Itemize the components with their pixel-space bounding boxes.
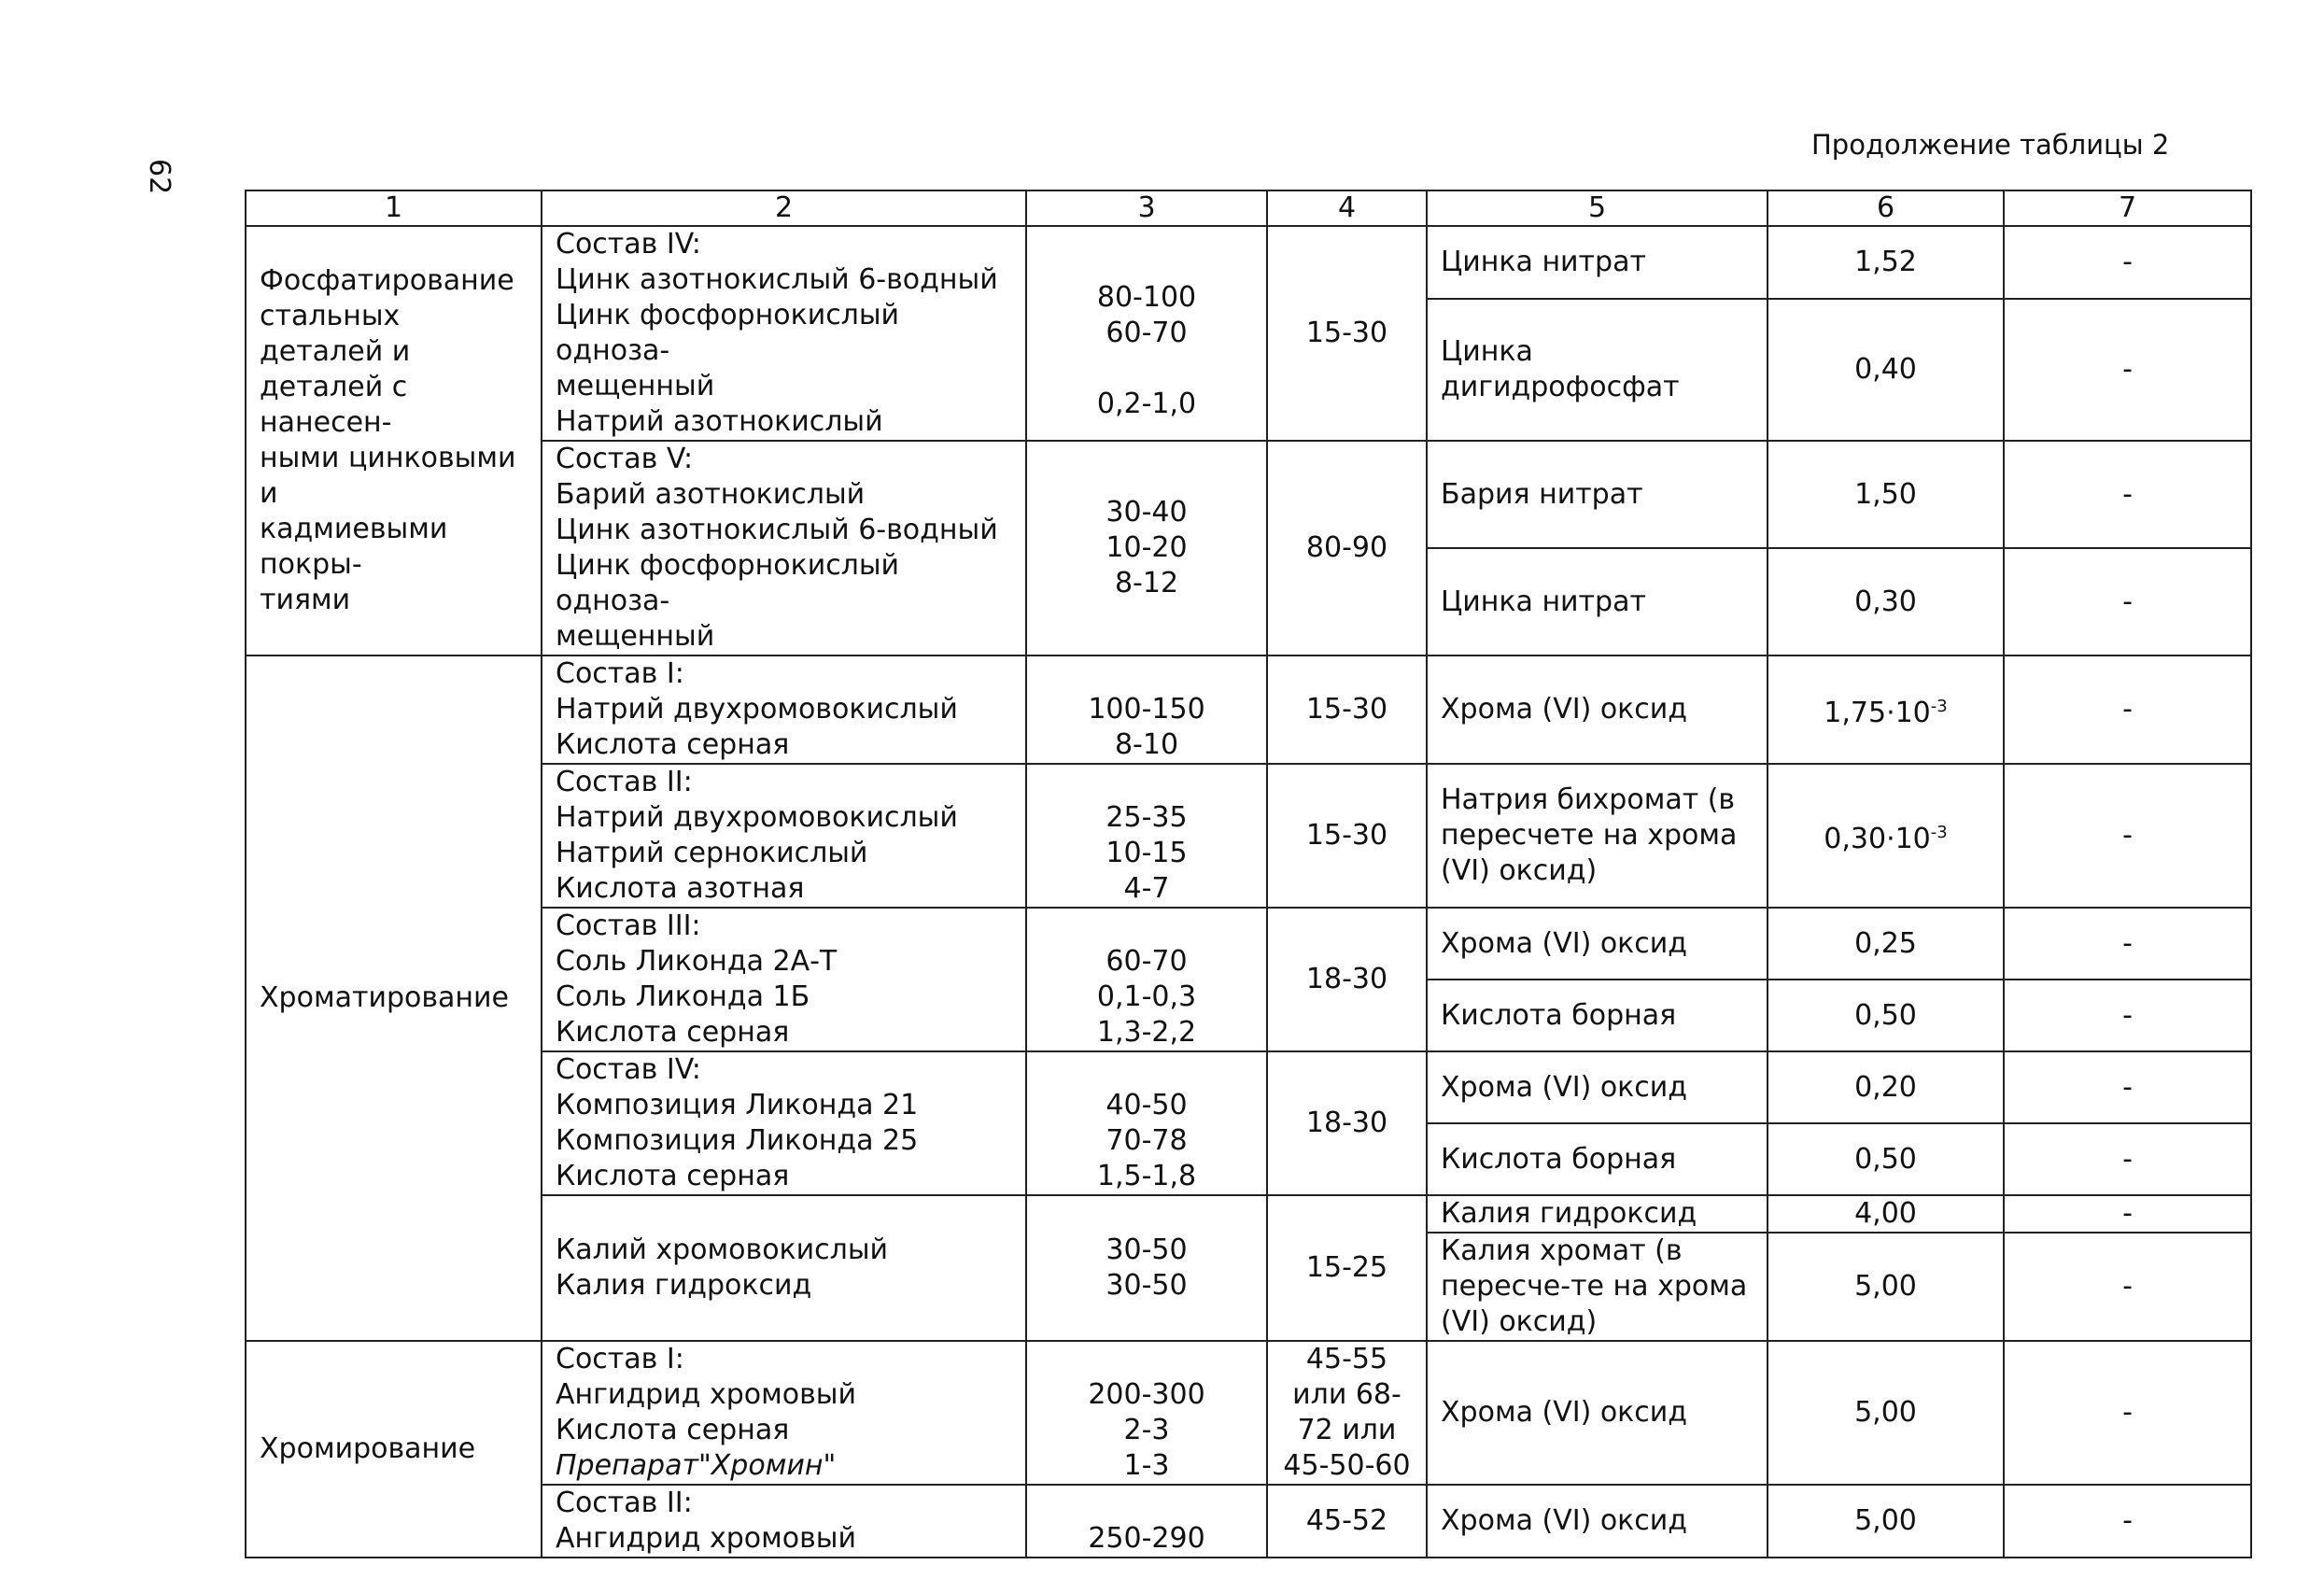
composition-line: Натрий азотнокислый — [556, 405, 883, 438]
concentration-line: 25-35 — [1106, 801, 1188, 834]
composition-line: Кислота серная — [556, 1160, 790, 1192]
process-lines — [260, 980, 528, 1016]
substance-cell: Хрома (VI) оксид — [1427, 908, 1768, 980]
process-lines — [260, 263, 528, 618]
note-cell: - — [2004, 656, 2251, 764]
note-cell: - — [2004, 226, 2251, 299]
composition-cell — [542, 908, 1026, 1051]
composition-line: Состав IV: — [556, 1053, 701, 1086]
note-cell: - — [2004, 299, 2251, 441]
substance-cell: Хрома (VI) оксид — [1427, 1341, 1768, 1485]
process-line: ными цинковыми и — [260, 442, 516, 510]
composition-line: Композиция Ликонда 21 — [556, 1089, 919, 1121]
concentration-line: 0,2-1,0 — [1096, 388, 1197, 420]
process-line: Фосфатирование — [260, 264, 514, 297]
concentration-line: 70-78 — [1106, 1124, 1188, 1157]
substance-cell: Кислота борная — [1427, 980, 1768, 1051]
concentration-lines — [1040, 1052, 1253, 1194]
data-table — [245, 190, 2252, 1558]
composition-cell — [542, 226, 1026, 441]
concentration-cell — [1026, 226, 1267, 441]
substance-cell: Кислота борная — [1427, 1123, 1768, 1195]
concentration-cell — [1026, 908, 1267, 1051]
concentration-line: 10-15 — [1106, 837, 1188, 869]
composition-line: Состав III: — [556, 909, 701, 942]
temperature-cell: 15-30 — [1267, 226, 1427, 441]
substance-cell: Натрия бихромат (в пересчете на хрома (VI) оксид) — [1427, 764, 1768, 908]
note-cell: - — [2004, 441, 2251, 548]
composition-line: Состав I: — [556, 1343, 684, 1375]
concentration-line — [1040, 351, 1253, 387]
table-row — [246, 764, 2251, 908]
composition-line: Натрий двухромовокислый — [556, 801, 958, 834]
concentration-lines — [1040, 459, 1253, 637]
header-cell: 5 — [1427, 190, 1768, 226]
concentration-lines — [1040, 1342, 1253, 1484]
composition-line: Барий азотнокислый — [556, 478, 866, 511]
temperature-cell: 18-30 — [1267, 908, 1427, 1051]
composition-line: Цинк азотнокислый 6-водный — [556, 514, 998, 546]
value-cell: 0,25 — [1768, 908, 2004, 980]
composition-line: Состав II: — [556, 766, 693, 798]
concentration-line: 8-10 — [1114, 728, 1179, 761]
note-cell: - — [2004, 980, 2251, 1051]
header-cell: 7 — [2004, 190, 2251, 226]
composition-lines — [556, 1342, 1012, 1484]
concentration-lines — [1040, 1486, 1253, 1557]
concentration-line — [1040, 1486, 1253, 1521]
concentration-line: 30-50 — [1106, 1269, 1188, 1302]
note-cell: - — [2004, 1233, 2251, 1341]
composition-cell — [542, 656, 1026, 764]
value-cell: $0,30\cdot 10^{-3}$ — [1768, 764, 2004, 908]
table-row — [246, 226, 2251, 299]
composition-line: Ангидрид хромовый — [556, 1522, 856, 1555]
value-cell: 5,00 — [1768, 1341, 2004, 1485]
composition-line: Ангидрид хромовый — [556, 1378, 856, 1411]
concentration-line: 1,5-1,8 — [1096, 1160, 1197, 1192]
process-line: стальных деталей и — [260, 300, 411, 368]
note-cell: - — [2004, 548, 2251, 656]
table-row — [246, 1341, 2251, 1485]
substance-cell: Хрома (VI) оксид — [1427, 656, 1768, 764]
composition-line: мещенный — [556, 370, 715, 402]
value-cell: 5,00 — [1768, 1485, 2004, 1558]
concentration-line — [1040, 765, 1253, 800]
process-line: Хромирование — [260, 1432, 476, 1465]
concentration-line — [1040, 1342, 1253, 1377]
substance-cell: Бария нитрат — [1427, 441, 1768, 548]
concentration-lines — [1040, 909, 1253, 1050]
concentration-line: 250-290 — [1088, 1522, 1205, 1555]
process-cell — [246, 656, 542, 1341]
value-cell: 1,50 — [1768, 441, 2004, 548]
process-line: деталей с нанесен- — [260, 371, 408, 439]
concentration-line — [1040, 1052, 1253, 1088]
process-line: тиями — [260, 584, 351, 616]
concentration-cell — [1026, 1195, 1267, 1341]
concentration-line — [1040, 459, 1253, 495]
note-cell: - — [2004, 1051, 2251, 1123]
composition-lines — [556, 909, 1012, 1050]
temperature-cell: 18-30 — [1267, 1051, 1427, 1195]
composition-line: Натрий двухромовокислый — [556, 693, 958, 726]
concentration-line: 8-12 — [1114, 567, 1179, 599]
value-cell: 0,50 — [1768, 1123, 2004, 1195]
composition-cell — [542, 1485, 1026, 1558]
header-cell: 6 — [1768, 190, 2004, 226]
substance-cell: Цинка нитрат — [1427, 548, 1768, 656]
concentration-lines — [1040, 765, 1253, 907]
note-cell: - — [2004, 908, 2251, 980]
composition-line: Соль Ликонда 2А-Т — [556, 945, 838, 978]
composition-line: Кислота азотная — [556, 872, 805, 905]
process-lines — [260, 1431, 528, 1467]
composition-line: Калия гидроксид — [556, 1269, 812, 1302]
concentration-cell — [1026, 441, 1267, 656]
value-cell: 0,30 — [1768, 548, 2004, 656]
composition-cell — [542, 441, 1026, 656]
temperature-cell: 45-52 — [1267, 1485, 1427, 1558]
concentration-line: 30-50 — [1106, 1234, 1188, 1266]
composition-line: Калий хромовокислый — [556, 1234, 889, 1266]
composition-line: Состав IV: — [556, 228, 701, 261]
note-cell: - — [2004, 1123, 2251, 1195]
concentration-line — [1040, 656, 1253, 692]
concentration-cell — [1026, 1485, 1267, 1558]
concentration-line: 1-3 — [1123, 1449, 1170, 1482]
composition-cell — [542, 1051, 1026, 1195]
substance-cell: Калия гидроксид — [1427, 1195, 1768, 1233]
composition-line: Натрий сернокислый — [556, 837, 868, 869]
process-cell — [246, 226, 542, 656]
substance-cell: Цинка нитрат — [1427, 226, 1768, 299]
concentration-line: 60-70 — [1106, 317, 1188, 349]
table-row — [246, 656, 2251, 764]
value-cell: 0,20 — [1768, 1051, 2004, 1123]
composition-line: Кислота серная — [556, 1414, 790, 1446]
value-cell: 1,52 — [1768, 226, 2004, 299]
composition-line: Соль Ликонда 1Б — [556, 980, 810, 1013]
concentration-lines — [1040, 656, 1253, 763]
value-cell: 0,40 — [1768, 299, 2004, 441]
note-cell: - — [2004, 1195, 2251, 1233]
composition-line: Состав V: — [556, 443, 694, 475]
concentration-line: 200-300 — [1088, 1378, 1205, 1411]
value-cell: 5,00 — [1768, 1233, 2004, 1341]
composition-line: Цинк фосфорнокислый одноза- — [556, 549, 900, 617]
composition-lines — [556, 1233, 1012, 1304]
composition-line: Состав II: — [556, 1487, 693, 1519]
process-line: кадмиевыми покры- — [260, 513, 448, 581]
composition-lines — [556, 765, 1012, 907]
note-cell: - — [2004, 1485, 2251, 1558]
substance-cell: Цинка дигидрофосфат — [1427, 299, 1768, 441]
process-line: Хроматирование — [260, 981, 509, 1014]
composition-line: Композиция Ликонда 25 — [556, 1124, 919, 1157]
header-cell: 2 — [542, 190, 1026, 226]
value-cell: 4,00 — [1768, 1195, 2004, 1233]
substance-cell: Хрома (VI) оксид — [1427, 1485, 1768, 1558]
page-number: 62 — [143, 159, 176, 195]
composition-lines — [556, 227, 1012, 440]
concentration-line: 30-40 — [1106, 496, 1188, 529]
composition-lines — [556, 442, 1012, 655]
temperature-cell: 15-30 — [1267, 656, 1427, 764]
note-cell: - — [2004, 1341, 2251, 1485]
concentration-line: 40-50 — [1106, 1089, 1188, 1121]
composition-line: Цинк фосфорнокислый одноза- — [556, 299, 900, 367]
value-cell: $1,75\cdot 10^{-3}$ — [1768, 656, 2004, 764]
concentration-cell — [1026, 1051, 1267, 1195]
concentration-line — [1040, 601, 1253, 637]
table-row — [246, 908, 2251, 980]
table-row — [246, 1051, 2251, 1123]
concentration-lines — [1040, 1233, 1253, 1304]
concentration-cell — [1026, 656, 1267, 764]
concentration-line: 1,3-2,2 — [1096, 1016, 1197, 1049]
table-row — [246, 441, 2251, 548]
concentration-line: 2-3 — [1123, 1414, 1170, 1446]
composition-cell — [542, 1341, 1026, 1485]
value-exponent: -3 — [1930, 696, 1948, 716]
concentration-line — [1040, 909, 1253, 944]
composition-line: Кислота серная — [556, 1016, 790, 1049]
composition-line: Цинк азотнокислый 6-водный — [556, 263, 998, 296]
composition-cell — [542, 1195, 1026, 1341]
value-cell: 0,50 — [1768, 980, 2004, 1051]
concentration-cell — [1026, 1341, 1267, 1485]
concentration-line: 60-70 — [1106, 945, 1188, 978]
concentration-cell — [1026, 764, 1267, 908]
concentration-line: 100-150 — [1088, 693, 1205, 726]
composition-lines — [556, 1486, 1012, 1557]
note-cell: - — [2004, 764, 2251, 908]
temperature-cell: 45-55 или 68-72 или 45-50-60 — [1267, 1341, 1427, 1485]
header-row — [246, 190, 2251, 226]
concentration-lines — [1040, 245, 1253, 422]
concentration-line: 80-100 — [1096, 281, 1197, 314]
process-cell — [246, 1341, 542, 1558]
table-row — [246, 1195, 2251, 1233]
concentration-line — [1040, 245, 1253, 280]
substance-cell: Хрома (VI) оксид — [1427, 1051, 1768, 1123]
composition-lines — [556, 1052, 1012, 1194]
composition-line: мещенный — [556, 620, 715, 653]
concentration-line: 0,1-0,3 — [1096, 980, 1197, 1013]
composition-cell — [542, 764, 1026, 908]
concentration-line: 10-20 — [1106, 531, 1188, 564]
header-cell: 4 — [1267, 190, 1427, 226]
temperature-cell: 15-30 — [1267, 764, 1427, 908]
temperature-cell: 15-25 — [1267, 1195, 1427, 1341]
composition-line: Состав I: — [556, 657, 684, 690]
substance-cell: Калия хромат (в пересче-те на хрома (VI) оксид) — [1427, 1233, 1768, 1341]
temperature-cell: 80-90 — [1267, 441, 1427, 656]
composition-line: Препарат"Хромин" — [556, 1449, 837, 1482]
value-exponent: -3 — [1930, 822, 1948, 842]
composition-lines — [556, 656, 1012, 763]
concentration-line: 4-7 — [1123, 872, 1170, 905]
header-cell: 3 — [1026, 190, 1267, 226]
composition-line: Кислота серная — [556, 728, 790, 761]
table-caption: Продолжение таблицы 2 — [1811, 129, 2170, 161]
header-cell: 1 — [246, 190, 542, 226]
table-row — [246, 1485, 2251, 1558]
